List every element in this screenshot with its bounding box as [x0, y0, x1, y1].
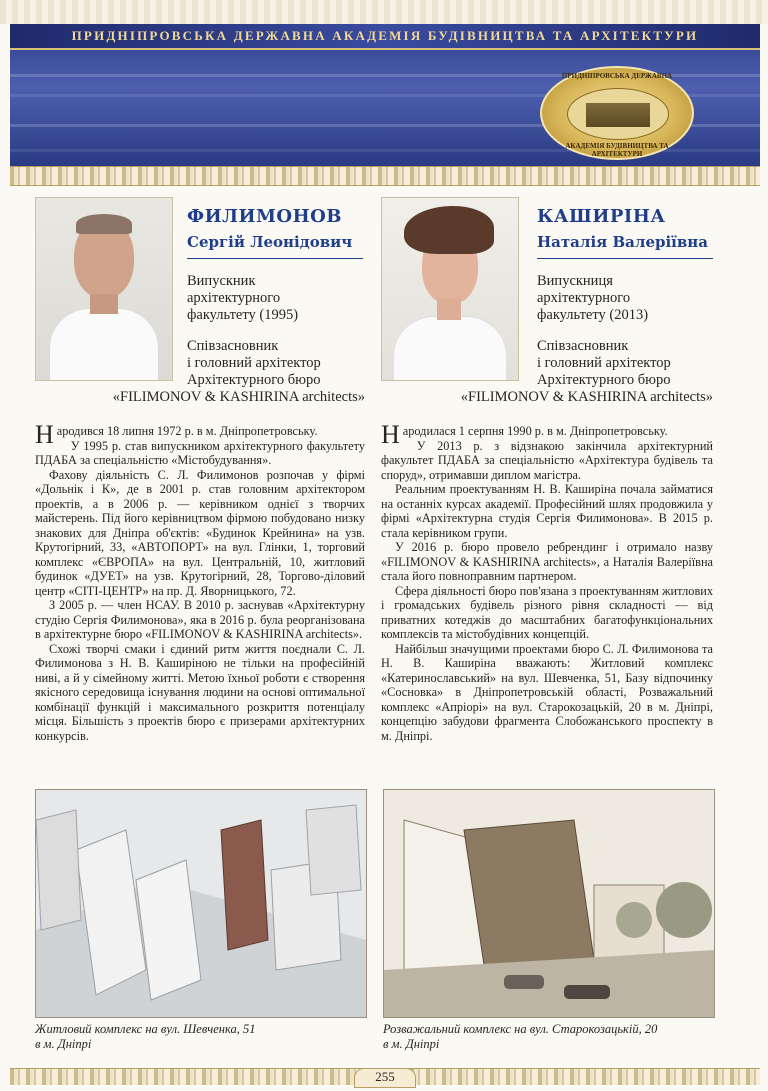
- bureau-name-filimonov: «FILIMONOV & KASHIRINA architects»: [112, 389, 365, 405]
- caption-residential-complex: Житловий комплекс на вул. Шевченка, 51 в м. Дніпрі: [35, 1022, 256, 1051]
- position-info-kashirina: Співзасновник і головний архітектор Архітектурного бюро: [537, 338, 671, 388]
- surname-filimonov: ФИЛИМОНОВ: [187, 206, 343, 227]
- academy-emblem-logo: [540, 66, 694, 160]
- caption-entertainment-complex: Розважальний комплекс на вул. Старокозацькій, 20 в м. Дніпрі: [383, 1022, 658, 1051]
- paragraph: У 1995 р. став випускником архітектурного факультету ПДАБА за спеціальністю «Містобудування».: [35, 438, 365, 467]
- drop-cap: Н: [35, 420, 54, 449]
- academy-title: ПРИДНІПРОВСЬКА ДЕРЖАВНА АКАДЕМІЯ БУДІВНИЦТВА ТА АРХІТЕКТУРИ: [71, 28, 699, 43]
- header-ornament-border: [10, 166, 760, 186]
- given-name-filimonov: Сергій Леонідович: [187, 233, 353, 251]
- paragraph: Фахову діяльність С. Л. Филимонов розпочав у фірмі «Дольнік і К», де в 2001 р. став головним архітектором проектів, а в 2006 р. — керівником однієї з творчих майстерень. Під його керівництвом фірмою побудовано низку знакових для Дніпра об'єктів: «Будинок Крейнина» на узв. Крутогірний, 33, «АВТОПОРТ» на вул. Глінки, 1, торговий комплекс «ЄВРОПА» на вул. Центральній, 10, житловий будинок «ДУЕТ» на узв. Крутогірний, 28, Торгово-діловий центр «СІТІ-ЦЕНТР» на пр. Д. Яворницького, 72.: [35, 467, 365, 598]
- entertainment-complex-render: [383, 789, 715, 1018]
- name-underline: [187, 258, 363, 259]
- portrait-photo-filimonov: [35, 197, 173, 381]
- emblem-building-icon: [567, 88, 669, 140]
- given-name-kashirina: Наталія Валеріївна: [537, 233, 709, 251]
- top-decorative-band: [0, 0, 768, 24]
- paragraph: Сфера діяльності бюро пов'язана з проектуванням житлових і громадських будівель різного рівня складності — від приватних котеджів до масштабних багатофункціональних комплексів та містобудівних концепцій.: [381, 583, 713, 641]
- drop-cap: Н: [381, 420, 400, 449]
- position-info-filimonov: Співзасновник і головний архітектор Архітектурного бюро: [187, 338, 321, 388]
- residential-complex-render: [35, 789, 367, 1018]
- paragraph: У 2013 р. з відзнакою закінчила архітектурний факультет ПДАБА за спеціальністю «Архітектура будівель та споруд», отримавши диплом магістра.: [381, 438, 713, 482]
- portrait-photo-kashirina: [381, 197, 519, 381]
- paragraph: Найбільш значущими проектами бюро С. Л. Филимонова та Н. В. Каширіна вважають: Житловий комплекс «Катеринославський» на вул. Шевченка, 51, Базу відпочинку «Сосновка» в Дніпропетровській області, Розважальний комплекс «Апріорі» на вул. Старокозацькій, 20 в м. Дніпрі, концепцію забудови фрагмента Слобожанського проспекту в м. Дніпрі.: [381, 641, 713, 743]
- biography-filimonov: [35, 420, 365, 743]
- graduation-info-kashirina: Випускниця архітектурного факультету (2013): [537, 273, 649, 323]
- biography-kashirina: [381, 420, 713, 743]
- surname-kashirina: КАШИРІНА: [537, 206, 666, 227]
- emblem-text-bottom: АКАДЕМІЯ БУДІВНИЦТВА ТА АРХІТЕКТУРИ: [565, 142, 669, 158]
- paragraph: Народилася 1 серпня 1990 р. в м. Дніпропетровську.: [381, 420, 668, 449]
- page-number: 255: [354, 1068, 416, 1088]
- graduation-info-filimonov: Випускник архітектурного факультету (1995): [187, 273, 299, 323]
- bureau-name-kashirina: «FILIMONOV & KASHIRINA architects»: [460, 389, 713, 405]
- paragraph: Реальним проектуванням Н. В. Каширіна почала займатися на останніх курсах академії. Професійний шлях продовжила у фірмі «Архітектурна студія Сергія Филимонова». В 2015 р. стала керівником групи.: [381, 482, 713, 540]
- name-underline: [537, 258, 713, 259]
- paragraph: Схожі творчі смаки і єдиний ритм життя поєднали С. Л. Филимонова з Н. В. Каширіною не тільки на професійній ниві, а й у сімейному житті. Метою їхньої роботи є створення якісного середовища існування людини на основі оптимальної комбінації функцій і максимального розкриття потенціалу місця. Більшість з проектів бюро є призерами архітектурних конкурсів.: [35, 641, 365, 743]
- paragraph: У 2016 р. бюро провело ребрендинг і отримало назву «FILIMONOV & KASHIRINA architects», а Наталія Валеріївна стала його повноправним партнером.: [381, 540, 713, 583]
- paragraph: Народився 18 липня 1972 р. в м. Дніпропетровську.: [35, 420, 318, 449]
- paragraph: З 2005 р. — член НСАУ. В 2010 р. заснував «Архітектурну студію Сергія Филимонова», яка в 2016 р. була реорганізована в архітектурне бюро «FILIMONOV & KASHIRINA architects».: [35, 598, 365, 641]
- emblem-text-top: ПРИДНІПРОВСЬКА ДЕРЖАВНА: [561, 72, 673, 80]
- page-header-banner: [10, 24, 760, 166]
- header-title-band: [10, 24, 760, 50]
